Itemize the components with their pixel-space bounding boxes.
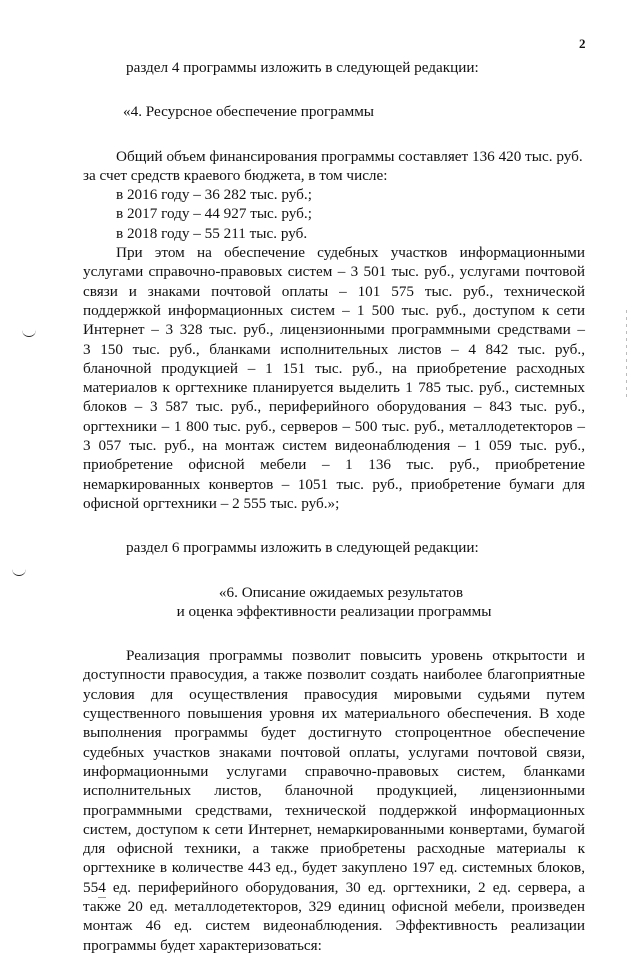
paragraph-line: систем, доступом к сети Интернет, немаркированными конвертами, бумагой: [83, 820, 585, 838]
paragraph-line: монтаж 46 ед. систем видеонаблюдения. Эффективность реализации: [83, 917, 585, 935]
section6-title: [83, 583, 585, 622]
paragraph-line: При этом на обеспечение судебных участков информационными: [116, 244, 585, 262]
section6-intro: раздел 6 программы изложить в следующей редакции:: [126, 539, 479, 557]
paragraph-line: немаркированных конвертов – 1051 тыс. руб., приобретение бумаги для: [83, 475, 585, 493]
paragraph-line: условия для осуществления правосудия мировыми судьями путем: [83, 685, 585, 703]
paragraph-line: Интернет – 3 328 тыс. руб., лицензионными программными средствами –: [83, 321, 585, 339]
years-list: [83, 185, 585, 243]
section6-title-line: и оценка эффективности реализации программы: [176, 602, 492, 620]
paragraph-line: 3 150 тыс. руб., бланками исполнительных листов – 4 842 тыс. руб.,: [83, 340, 585, 358]
paragraph-line: выполнения программы будет достигнуто стопроцентное обеспечение: [83, 724, 585, 742]
paragraph-line: оргтехники – 1 800 тыс. руб., серверов – 500 тыс. руб., металлодетекторов –: [83, 417, 585, 435]
section6-title-line: «6. Описание ожидаемых результатов: [218, 583, 464, 601]
page-number: 2: [579, 36, 586, 51]
paragraph-line: Реализация программы позволит повысить уровень открытости и: [126, 647, 585, 665]
financing-line: Общий объем финансирования программы составляет 136 420 тыс. руб.: [116, 147, 583, 165]
scan-edge-line: [626, 310, 627, 400]
section4-paragraph: [83, 243, 585, 513]
paragraph-line: программными средствами, технической поддержкой информационных: [83, 801, 585, 819]
paragraph-line: приобретение офисной мебели – 1 136 тыс. руб., приобретение: [83, 456, 585, 474]
paragraph-line: бланочной продукцией – 1 151 тыс. руб., на приобретение расходных: [83, 359, 585, 377]
financing-line: за счет средств краевого бюджета, в том числе:: [83, 166, 388, 184]
paragraph-line: услугами справочно-правовых систем – 3 501 тыс. руб., услугами почтовой: [83, 263, 585, 281]
paragraph-line: для офисной техники, а также приобретены расходные материалы к: [83, 840, 585, 858]
section4-title: «4. Ресурсное обеспечение программы: [123, 103, 375, 121]
paragraph-line: исполнительных листов, бланочной продукцией, лицензионными: [83, 782, 585, 800]
section4-intro: раздел 4 программы изложить в следующей редакции:: [126, 59, 479, 76]
paragraph-line: программы будет характеризоваться:: [83, 936, 322, 954]
paragraph-line: офисной оргтехники – 2 555 тыс. руб.»;: [83, 494, 340, 512]
paragraph-line: существенного повышения уровня их материального обеспечения. В ходе: [83, 705, 585, 723]
paragraph-line: доступности правосудия, а также позволит создать наиболее благоприятные: [83, 666, 585, 684]
paragraph-line: информационными услугами справочно-правовых систем, бланками: [83, 762, 585, 780]
scan-hole-mark-upper: [22, 329, 36, 337]
paragraph-line: судебных участков знаками почтовой оплаты, услугами почтовой связи,: [83, 743, 585, 761]
section6-paragraph: [83, 646, 585, 955]
paragraph-line: поддержкой информационных систем – 1 500 тыс. руб., доступом к сети: [83, 301, 585, 319]
paragraph-line: материалов к оргтехнике планируется выделить 1 785 тыс. руб., системных: [83, 379, 585, 397]
paragraph-line: оргтехнике в количестве 443 ед., будет закуплено 197 ед. системных блоков,: [83, 859, 585, 877]
year-item: в 2017 году – 44 927 тыс. руб.;: [116, 205, 312, 223]
paragraph-line: блоков – 3 587 тыс. руб., периферийного оборудования – 843 тыс. руб.,: [83, 398, 585, 416]
year-item: в 2018 году – 55 211 тыс. руб.: [116, 224, 308, 242]
paragraph-line: также 20 ед. металлодетекторов, 329 единиц офисной мебели, произведен: [83, 897, 585, 915]
paragraph-line: связи и знаками почтовой оплаты – 101 575 тыс. руб., технической: [83, 282, 585, 300]
paragraph-line: 554 ед. периферийного оборудования, 30 ед. оргтехники, 2 ед. сервера, а: [83, 878, 585, 896]
document-body: [83, 58, 585, 955]
year-item: в 2016 году – 36 282 тыс. руб.;: [116, 186, 312, 204]
section4-financing: [83, 147, 585, 186]
scan-hole-mark-lower: [12, 568, 26, 576]
paragraph-line: 3 057 тыс. руб., на монтаж систем видеонаблюдения – 1 059 тыс. руб.,: [83, 437, 585, 455]
